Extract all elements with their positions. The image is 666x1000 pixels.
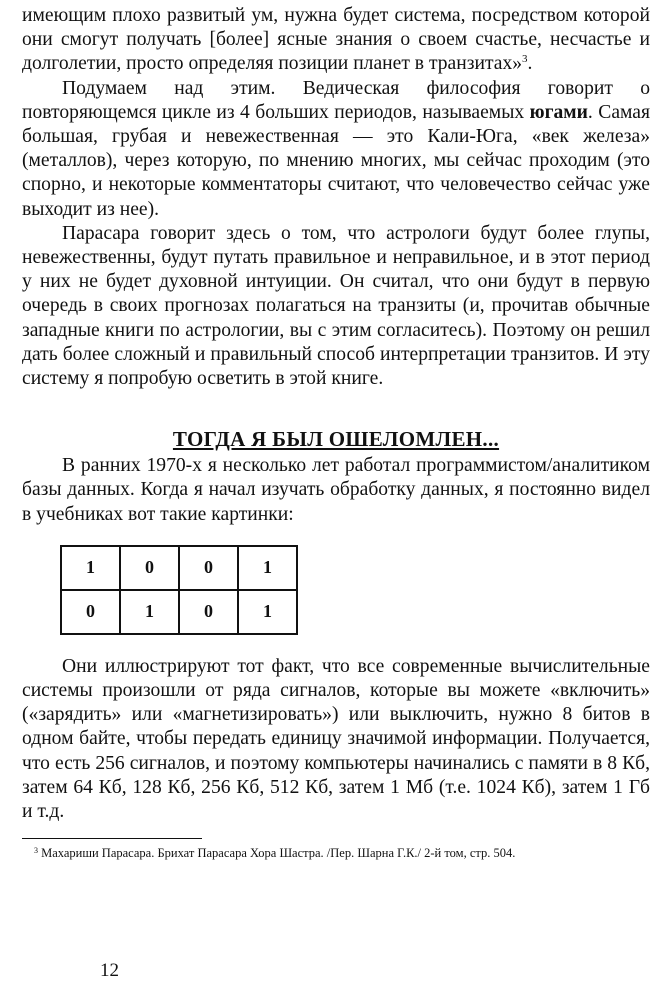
section-heading: ТОГДА Я БЫЛ ОШЕЛОМЛЕН...	[172, 427, 500, 452]
bit-cell: 1	[238, 546, 297, 590]
footnote-divider	[22, 838, 202, 839]
bit-table-row-2	[61, 590, 297, 634]
footnote-ref: 3	[522, 53, 528, 66]
page-body	[22, 4, 650, 861]
footnote-number: 3	[34, 846, 38, 856]
bit-cell: 1	[238, 590, 297, 634]
page-number: 12	[100, 960, 119, 981]
bit-cell: 0	[179, 590, 238, 634]
paragraph-5: Они иллюстрируют тот факт, что все современные вычислительные системы произошли от ряда сигналов, которые вы можете «включить» («зарядить» или «магнетизировать») или выключить, нужно 8 битов в одном байте, чтобы передать единицу значимой информации. Получается, что есть 256 сигналов, и поэтому компьютеры начинались с памяти в 8 Кб, затем 64 Кб, 128 Кб, 256 Кб, 512 Кб, затем 1 Мб (т.е. 1024 Кб), затем 1 Гб и т.д.	[22, 655, 650, 823]
paragraph-4: В ранних 1970-х я несколько лет работал программистом/аналитиком базы данных. Когда я начал изучать обработку данных, я постоянно видел в учебниках вот такие картинки:	[22, 455, 650, 525]
bit-cell: 1	[120, 590, 179, 634]
paragraph-3: Парасара говорит здесь о том, что астрологи будут более глупы, невежественны, будут путать правильное и неправильное, и в этот период у них не будет духовной интуиции. Он считал, что они будут в первую очередь в своих прогнозах полагаться на транзиты (и, прочитав обычные западные книги по астрологии, вы с этим согласитесь). Поэтому он решил дать более сложный и правильный способ интерпретации транзитов. И эту систему я попробую осветить в этой книге.	[22, 222, 650, 390]
footnote	[22, 845, 650, 861]
bit-cell: 0	[120, 546, 179, 590]
paragraph-1: имеющим плохо развитый ум, нужна будет система, посредством которой они смогут получать [более] ясные знания о своем счастье, несчастье и долголетии, просто определяя позиции планет в транзитах»$^3$.	[22, 5, 650, 75]
bit-table-row-1	[61, 546, 297, 590]
bit-cell: 0	[61, 590, 120, 634]
footnote-text: Махариши Парасара. Брихат Парасара Хора Шастра. /Пер. Шарна Г.К./ 2-й том, стр. 504.	[41, 846, 516, 861]
paragraph-2: Подумаем над этим. Ведическая философия говорит о повторяющемся цикле из 4 больших периодов, называемых югами. Самая большая, грубая и невежественная — это Кали-Юга, «век железа» (металлов), через которую, по мнению многих, мы сейчас проходим (это спорно, и некоторые комментаторы считают, что человечество сейчас уже выходит из нее).	[22, 77, 650, 220]
bit-cell: 0	[179, 546, 238, 590]
bit-cell: 1	[61, 546, 120, 590]
bold-term-yugas: югами	[529, 101, 588, 123]
bit-table	[60, 545, 298, 635]
